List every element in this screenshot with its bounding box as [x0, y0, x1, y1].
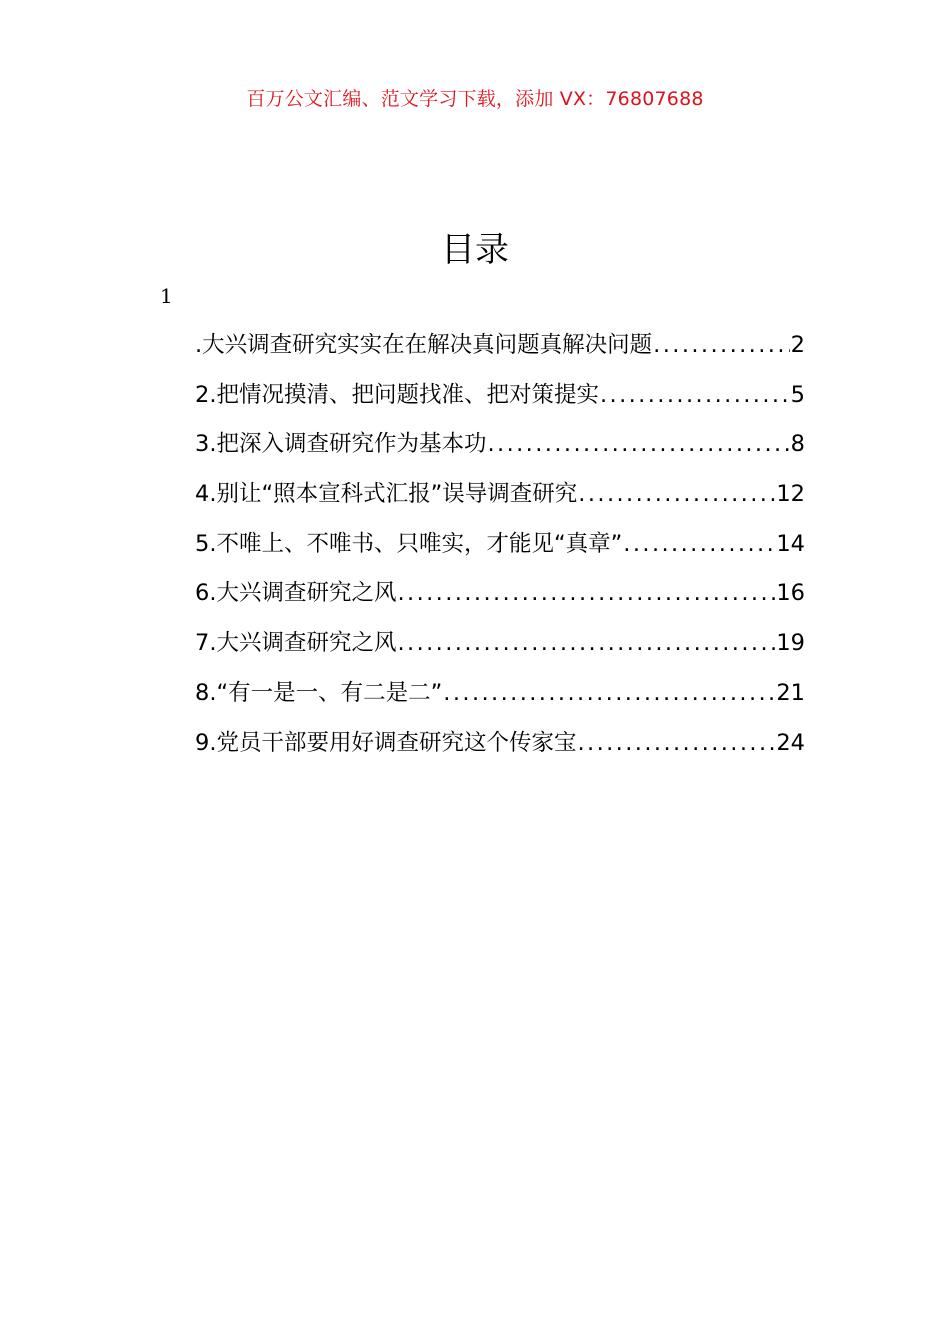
toc-entry[interactable] — [195, 725, 805, 775]
toc-dot-leader — [623, 531, 775, 557]
toc-entry-page: 16 — [776, 580, 805, 607]
toc-entry[interactable] — [195, 526, 805, 576]
toc-dot-leader — [487, 431, 789, 457]
toc-entry-page: 8 — [790, 431, 805, 458]
toc-entry-title: 7.大兴调查研究之风 — [195, 630, 397, 657]
toc-entry-title: 6.大兴调查研究之风 — [195, 580, 397, 607]
toc-entry-page: 14 — [776, 530, 805, 557]
toc-dot-leader — [577, 730, 775, 756]
toc-entry-title: 5.不唯上、不唯书、只唯实，才能见“真章” — [195, 530, 623, 557]
toc-entry[interactable] — [195, 377, 805, 427]
toc-entry[interactable] — [195, 675, 805, 725]
toc-entry-title: 2.把情况摸清、把问题找准、把对策提实 — [195, 381, 599, 408]
table-of-contents — [195, 327, 805, 774]
toc-entry-page: 21 — [776, 679, 805, 706]
page-title: 目录 — [441, 230, 509, 270]
header-watermark-note: 百万公文汇编、范文学习下载，添加 VX：76807688 — [246, 88, 704, 110]
toc-dot-leader — [397, 630, 775, 656]
toc-entry-title: 4.别让“照本宣科式汇报”误导调查研究 — [195, 481, 578, 508]
toc-dot-leader — [443, 680, 775, 706]
toc-entry-title: 9.党员干部要用好调查研究这个传家宝 — [195, 729, 577, 756]
toc-entry-page: 12 — [776, 481, 805, 508]
toc-dot-leader — [578, 481, 775, 507]
toc-entry-title: .大兴调查研究实实在在解决真问题真解决问题 — [195, 332, 653, 358]
toc-entry-title: 3.把深入调查研究作为基本功 — [195, 431, 487, 458]
toc-entry-page: 5 — [790, 381, 805, 408]
toc-entry[interactable] — [195, 575, 805, 625]
section-marker: 1 — [160, 284, 173, 308]
toc-entry-page: 2 — [790, 332, 805, 358]
toc-entry-page: 24 — [776, 729, 805, 756]
toc-dot-leader — [397, 580, 775, 606]
toc-entry[interactable] — [195, 327, 805, 377]
toc-entry[interactable] — [195, 476, 805, 526]
toc-entry-title: 8.“有一是一、有二是二” — [195, 679, 443, 706]
toc-entry[interactable] — [195, 426, 805, 476]
toc-entry-page: 19 — [776, 630, 805, 657]
toc-dot-leader — [600, 382, 790, 408]
toc-dot-leader — [653, 332, 790, 358]
toc-entry[interactable] — [195, 625, 805, 675]
